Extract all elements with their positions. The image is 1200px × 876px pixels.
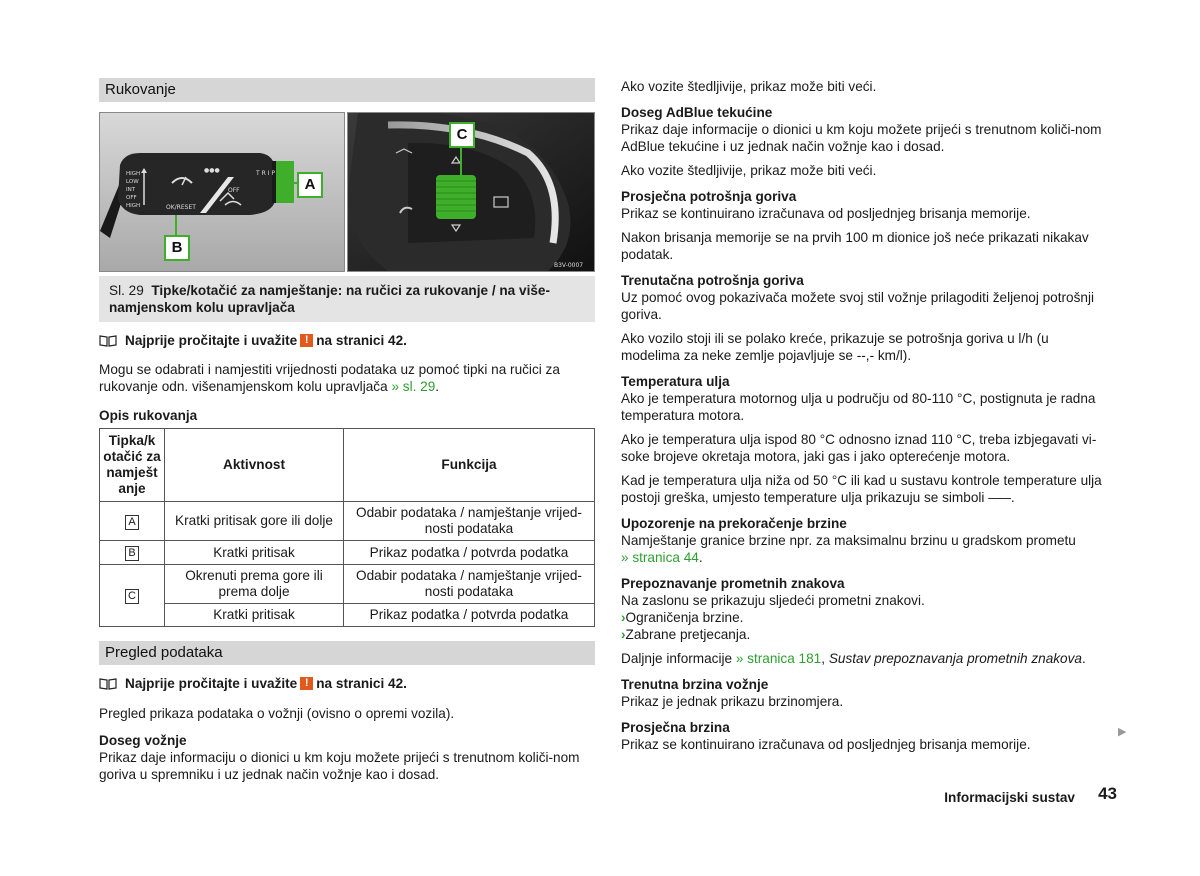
table-cell-key (100, 565, 165, 627)
cur-consumption-text: Uz pomoć ovog pokazivača možete svoj stil vožnje prilagoditi željenoj potrošnji goriva. (621, 290, 1094, 322)
table-title: Opis rukovanja (99, 408, 198, 423)
list-item (621, 609, 1111, 626)
stalk-label-low: LOW (126, 179, 139, 185)
table-row (100, 541, 595, 565)
callout-b: B (164, 235, 190, 261)
bullet-chevron-icon: › (621, 610, 626, 625)
notice-2-post: na stranici 42. (316, 676, 407, 691)
oil-temp-note-2: Kad je temperatura ulja niža od 50 °C ili kad u sustavu kontrole temperature ulja postoji greška, umjesto temperature ulja prikazuju se simboli –––. (621, 473, 1102, 505)
notice-1-post: na stranici 42. (316, 333, 407, 348)
table-row (100, 604, 595, 627)
bullet-chevron-icon: › (621, 627, 626, 642)
figure-code: B3V-0007 (554, 262, 584, 269)
table-cell-function: Odabir podataka / namještanje vrijed-nosti podataka (344, 565, 595, 604)
link-fig-29[interactable]: » sl. 29 (391, 379, 436, 394)
ok-reset-label: OK/RESET (166, 204, 196, 211)
caption-text: Tipke/kotačić za namještanje: na ručici za rukovanje / na više-namjenskom kolu upravljača (109, 283, 550, 315)
book-icon (99, 678, 117, 690)
th-key: Tipka/k otačić za namješt anje (100, 429, 165, 502)
table-header-row (100, 429, 595, 502)
callout-c: C (449, 122, 475, 148)
warning-icon: ! (300, 334, 313, 347)
caption-prefix: Sl. 29 (109, 283, 144, 298)
link-page-181[interactable]: » stranica 181 (735, 651, 822, 666)
overview-paragraph: Pregled prikaza podataka o vožnji (ovisno o opremi vozila). (99, 706, 455, 721)
link-page-44[interactable]: » stranica 44 (621, 550, 699, 565)
range-note: Ako vozite štedljivije, prikaz može biti veći. (621, 79, 877, 94)
table-cell-key (100, 541, 165, 565)
table-cell-function: Prikaz podatka / potvrda podatka (344, 604, 595, 627)
table-cell-activity: Kratki pritisak (165, 604, 344, 627)
warning-icon: ! (300, 677, 313, 690)
table-cell-activity: Okrenuti prema gore ili prema dolje (165, 565, 344, 604)
figure-caption (99, 276, 595, 322)
traffic-signs-title: Prepoznavanje prometnih znakova (621, 576, 845, 591)
key-badge-a: A (125, 515, 139, 530)
page-number: 43 (1098, 784, 1117, 803)
current-speed-text: Prikaz je jednak prikazu brzinomjera. (621, 694, 844, 709)
oil-temp-title: Temperatura ulja (621, 374, 730, 389)
avg-consumption-text: Prikaz se kontinuirano izračunava od posljednjeg brisanja memorije. (621, 206, 1031, 221)
stalk-label-high: HIGH (126, 171, 141, 177)
stalk-label-int: INT (126, 187, 136, 193)
notice-1-pre: Najprije pročitajte i uvažite (125, 333, 298, 348)
list-item (621, 626, 1111, 643)
figure-29 (99, 112, 595, 272)
table-cell-function: Prikaz podatka / potvrda podatka (344, 541, 595, 565)
right-column: Ako vozite štedljivije, prikaz može biti veći. Doseg AdBlue tekućine Prikaz daje informacije o dionici u km koju možete prijeći s trenutnom količi-nom AdBlue tekućine i uz jednak način vožnje kao i dosad. Ako vozite štedljivije, prikaz može biti veći. Prosječna potrošnja goriva Prikaz se kontinuirano izračunava od posljednjeg brisanja memorije. Nakon brisanja memorije se na prvih 100 m dionice još neće prikazati nikakav podatak. Trenutačna potrošnja goriva Uz pomoć ovog pokazivača možete svoj stil vožnje prilagoditi željenoj potrošnji goriva. Ako vozilo stoji ili se polako kreće, prikazuje se potrošnja goriva u l/h (u modelima za neke zemlje pojavljuje se --,- km/l). Temperatura ulja Ako je temperatura motornog ulja u području od 80-110 °C, postignuta je radna temperatura motora. Ako je temperatura ulja ispod 80 °C odnosno iznad 110 °C, treba izbjegavati vi-soke brojeve okretaja motora, jaki gas i jako opterećenje motora. Kad je temperatura ulja niža od 50 °C ili kad u sustavu kontrole temperature ulja postoji greška, umjesto temperature ulja prikazuju se simboli –––. Upozorenje na prekoračenje brzine Namještanje granice brzine npr. za maksimalnu brzinu u gradskom prometu » stranica 44. Prepoznavanje prometnih znakova Na zaslonu se prikazuju sljedeći prometni znakovi. ›Ograničenja brzine. ›Zabrane pretjecanja. Daljnje informacije » stranica 181, Sustav prepoznavanja prometnih znakova. Trenutna brzina vožnje Prikaz je jednak prikazu brzinomjera. Prosječna brzina Prikaz se kontinuirano izračunava od posljednjeg brisanja memorije. (621, 78, 1111, 753)
table-cell-function: Odabir podataka / namještanje vrijed-nosti podataka (344, 502, 595, 541)
table-cell-activity: Kratki pritisak (165, 541, 344, 565)
table-row (100, 502, 595, 541)
th-function: Funkcija (344, 429, 595, 502)
book-icon (99, 335, 117, 347)
section-title-rukovanje: Rukovanje (99, 78, 595, 102)
cur-consumption-note: Ako vozilo stoji ili se polako kreće, prikazuje se potrošnja goriva u l/h (u modelima za neke zemlje pojavljuje se --,- km/l). (621, 331, 1049, 363)
stalk-illustration (99, 112, 345, 272)
notice-1 (99, 332, 595, 349)
thumbwheel (436, 175, 476, 219)
stalk-trip-label: T R I P (256, 170, 275, 177)
adblue-note: Ako vozite štedljivije, prikaz može biti veći. (621, 163, 877, 178)
operation-table (99, 428, 595, 627)
continue-arrow-icon: ▶ (1118, 726, 1127, 738)
stalk-off-label: OFF (228, 187, 240, 194)
doseg-text: Prikaz daje informaciju o dionici u km koju možete prijeći s trenutnom količi-nom goriva u spremniku i uz jednak način vožnje kao i dosad. (99, 750, 580, 782)
intro-paragraph (99, 361, 595, 395)
avg-consumption-title: Prosječna potrošnja goriva (621, 189, 797, 204)
table-row (100, 565, 595, 604)
callout-a: A (297, 172, 323, 198)
traffic-signs-text: Na zaslonu se prikazuju sljedeći prometni znakovi. (621, 593, 925, 608)
current-speed-title: Trenutna brzina vožnje (621, 677, 769, 692)
stalk-label-off: OFF (126, 195, 137, 201)
key-badge-c: C (125, 589, 139, 604)
avg-consumption-note: Nakon brisanja memorije se na prvih 100 m dionice još neće prikazati nikakav podatak. (621, 230, 1089, 262)
left-column (99, 78, 595, 783)
speed-warning-text: Namještanje granice brzine npr. za maksimalnu brzinu u gradskom prometu (621, 533, 1076, 548)
oil-temp-text: Ako je temperatura motornog ulja u području od 80-110 °C, postignuta je radna temperatura motora. (621, 391, 1096, 423)
notice-2-pre: Najprije pročitajte i uvažite (125, 676, 298, 691)
cur-consumption-title: Trenutačna potrošnja goriva (621, 273, 804, 288)
section-title-pregled: Pregled podataka (99, 641, 595, 665)
intro-end: . (435, 379, 440, 394)
more-info-italic: Sustav prepoznavanja prometnih znakova (828, 651, 1082, 666)
key-badge-b: B (125, 546, 139, 561)
adblue-title: Doseg AdBlue tekućine (621, 105, 773, 120)
list-item-text: Zabrane pretjecanja. (625, 627, 751, 642)
steering-wheel-illustration (347, 112, 595, 272)
oil-temp-note-1: Ako je temperatura ulja ispod 80 °C odnosno iznad 110 °C, treba izbjegavati vi-soke brojeve okretaja motora, jaki gas i jako opterećenje motora. (621, 432, 1097, 464)
th-activity: Aktivnost (165, 429, 344, 502)
intro-text: Mogu se odabrati i namjestiti vrijednosti podataka uz pomoć tipki na ručici za rukovanje odn. višenamjenskom kolu upravljača (99, 362, 560, 394)
adblue-text: Prikaz daje informacije o dionici u km koju možete prijeći s trenutnom količi-nom AdBlue tekućine i uz jednak način vožnje kao i dosad. (621, 122, 1102, 154)
avg-speed-text: Prikaz se kontinuirano izračunava od posljednjeg brisanja memorije. (621, 737, 1031, 752)
more-info: Daljnje informacije » stranica 181, Sustav prepoznavanja prometnih znakova. (621, 651, 1086, 666)
table-cell-activity: Kratki pritisak gore ili dolje (165, 502, 344, 541)
svg-text:●●●: ●●● (204, 167, 220, 174)
speed-warning-title: Upozorenje na prekoračenje brzine (621, 516, 847, 531)
footer-section: Informacijski sustav (944, 790, 1075, 805)
doseg-title: Doseg vožnje (99, 733, 187, 748)
stalk-label-high2: HIGH (126, 203, 141, 209)
table-cell-key (100, 502, 165, 541)
more-info-pre: Daljnje informacije (621, 651, 733, 666)
list-item-text: Ograničenja brzine. (625, 610, 744, 625)
avg-speed-title: Prosječna brzina (621, 720, 730, 735)
notice-2 (99, 675, 595, 692)
